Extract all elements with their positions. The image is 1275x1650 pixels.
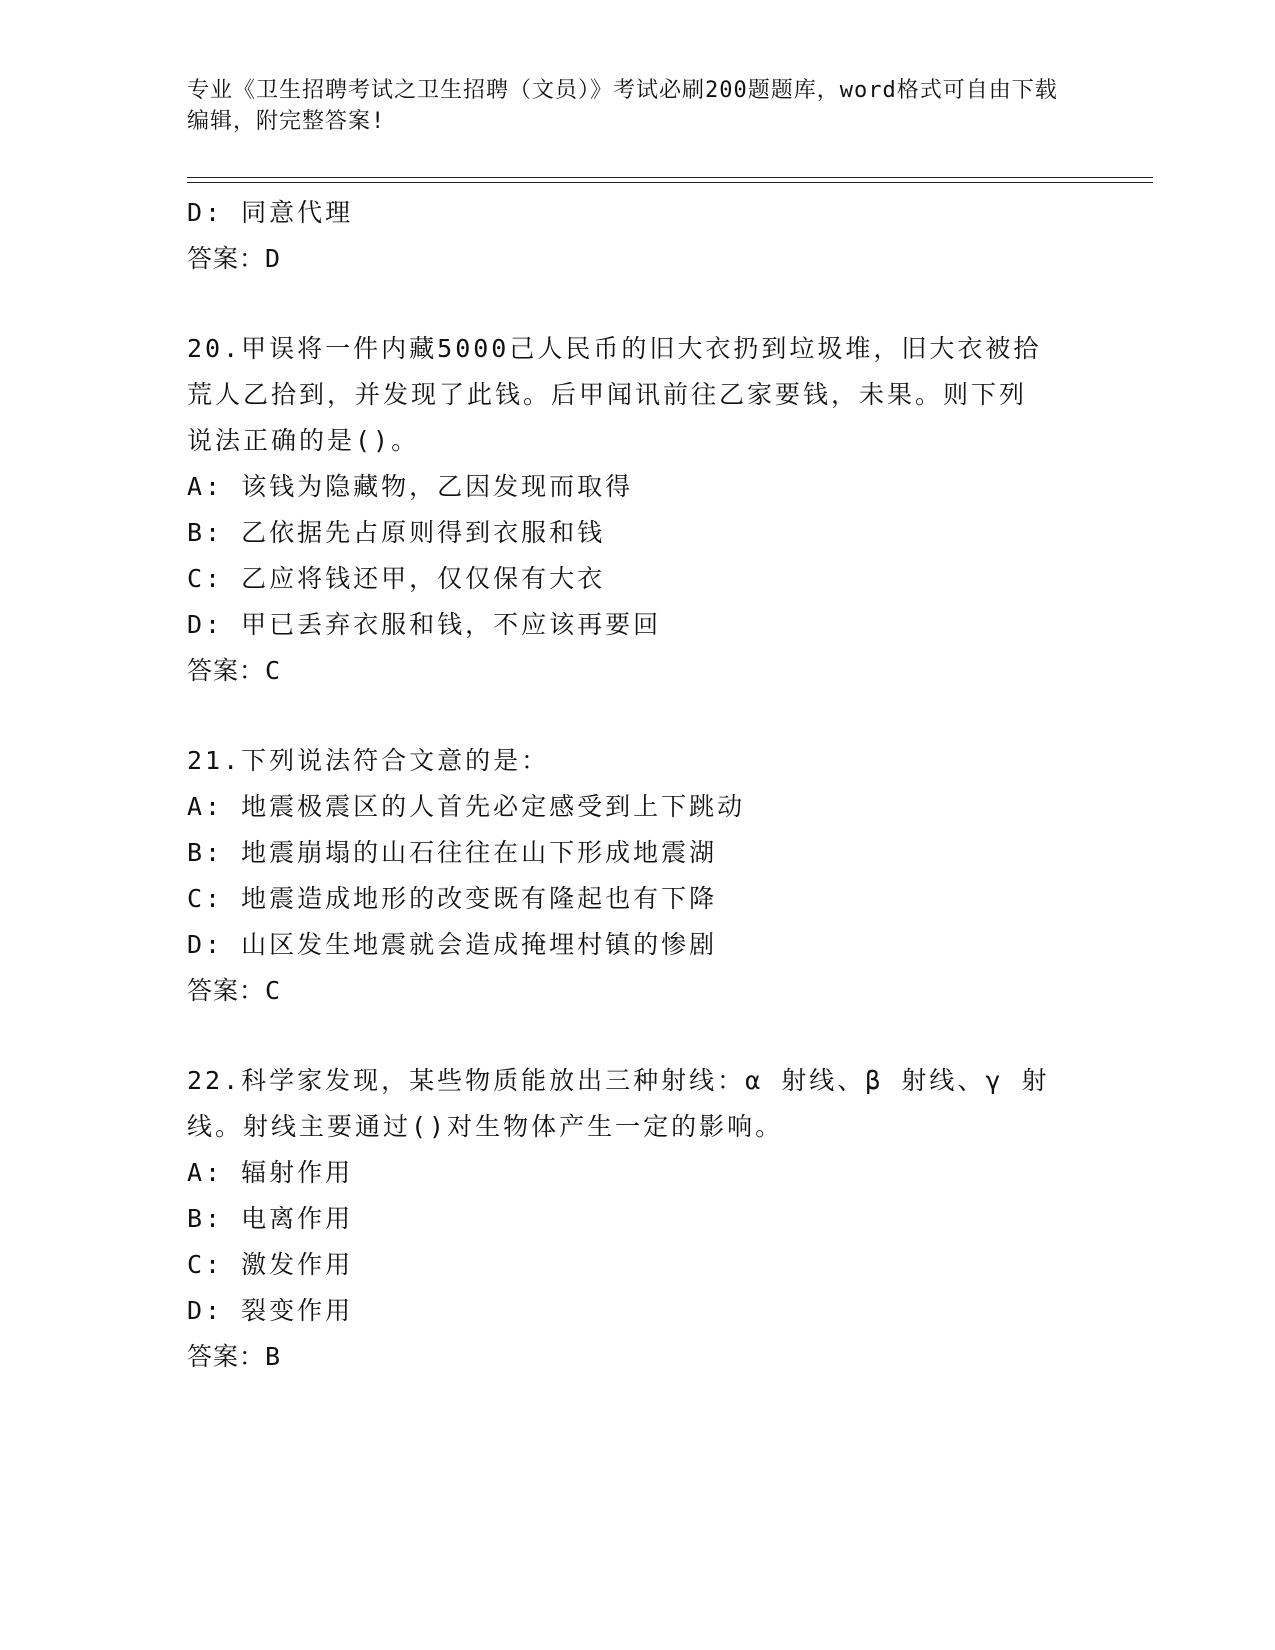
option-c: C: 激发作用 [187, 1250, 354, 1279]
question-line: 荒人乙拾到，并发现了此钱。后甲闻讯前往乙家要钱，未果。则下列 [187, 380, 1028, 409]
option-a: A: 地震极震区的人首先必定感受到上下跳动 [187, 792, 746, 821]
answer-value: C [265, 656, 283, 685]
question-text [187, 326, 1067, 464]
question-line: 线。射线主要通过()对生物体产生一定的影响。 [187, 1112, 784, 1141]
answer-line [187, 236, 1087, 282]
question-20 [187, 326, 1087, 694]
option-a: A: 辐射作用 [187, 1158, 354, 1187]
option-b: B: 电离作用 [187, 1204, 354, 1233]
question-21 [187, 738, 1087, 1014]
option-b: B: 地震崩塌的山石往往在山下形成地震湖 [187, 838, 718, 867]
header-divider-top [187, 177, 1153, 178]
question-line: 22.科学家发现，某些物质能放出三种射线：α 射线、β 射线、γ 射 [187, 1066, 1050, 1095]
header-divider-bottom [187, 182, 1153, 183]
answer-value: D [265, 244, 283, 273]
option-c: C: 地震造成地形的改变既有隆起也有下降 [187, 884, 718, 913]
answer-label: 答案： [187, 656, 266, 685]
question-line: 21.下列说法符合文意的是： [187, 746, 550, 775]
answer-label: 答案： [187, 244, 266, 273]
option-d: D: 甲已丢弃衣服和钱，不应该再要回 [187, 610, 662, 639]
option-c: C: 乙应将钱还甲，仅仅保有大衣 [187, 564, 606, 593]
answer-value: B [265, 1342, 283, 1371]
option-d: D: 同意代理 [187, 198, 354, 227]
answer-line [187, 1334, 1087, 1380]
answer-label: 答案： [187, 1342, 266, 1371]
question-22 [187, 1058, 1087, 1380]
question-line: 20.甲误将一件内藏5000己人民币的旧大衣扔到垃圾堆，旧大衣被拾 [187, 334, 1042, 363]
answer-value: C [265, 976, 283, 1005]
document-header: 专业《卫生招聘考试之卫生招聘（文员）》考试必刷200题题库，word格式可自由下载编辑，附完整答案! [187, 78, 1058, 134]
answer-line [187, 968, 1087, 1014]
question-line: 说法正确的是()。 [187, 426, 420, 455]
document-body [187, 190, 1087, 1380]
option-d: D: 裂变作用 [187, 1296, 354, 1325]
answer-label: 答案： [187, 976, 266, 1005]
option-b: B: 乙依据先占原则得到衣服和钱 [187, 518, 606, 547]
option-a: A: 该钱为隐藏物，乙因发现而取得 [187, 472, 634, 501]
answer-line [187, 648, 1087, 694]
option-d: D: 山区发生地震就会造成掩埋村镇的惨剧 [187, 930, 718, 959]
